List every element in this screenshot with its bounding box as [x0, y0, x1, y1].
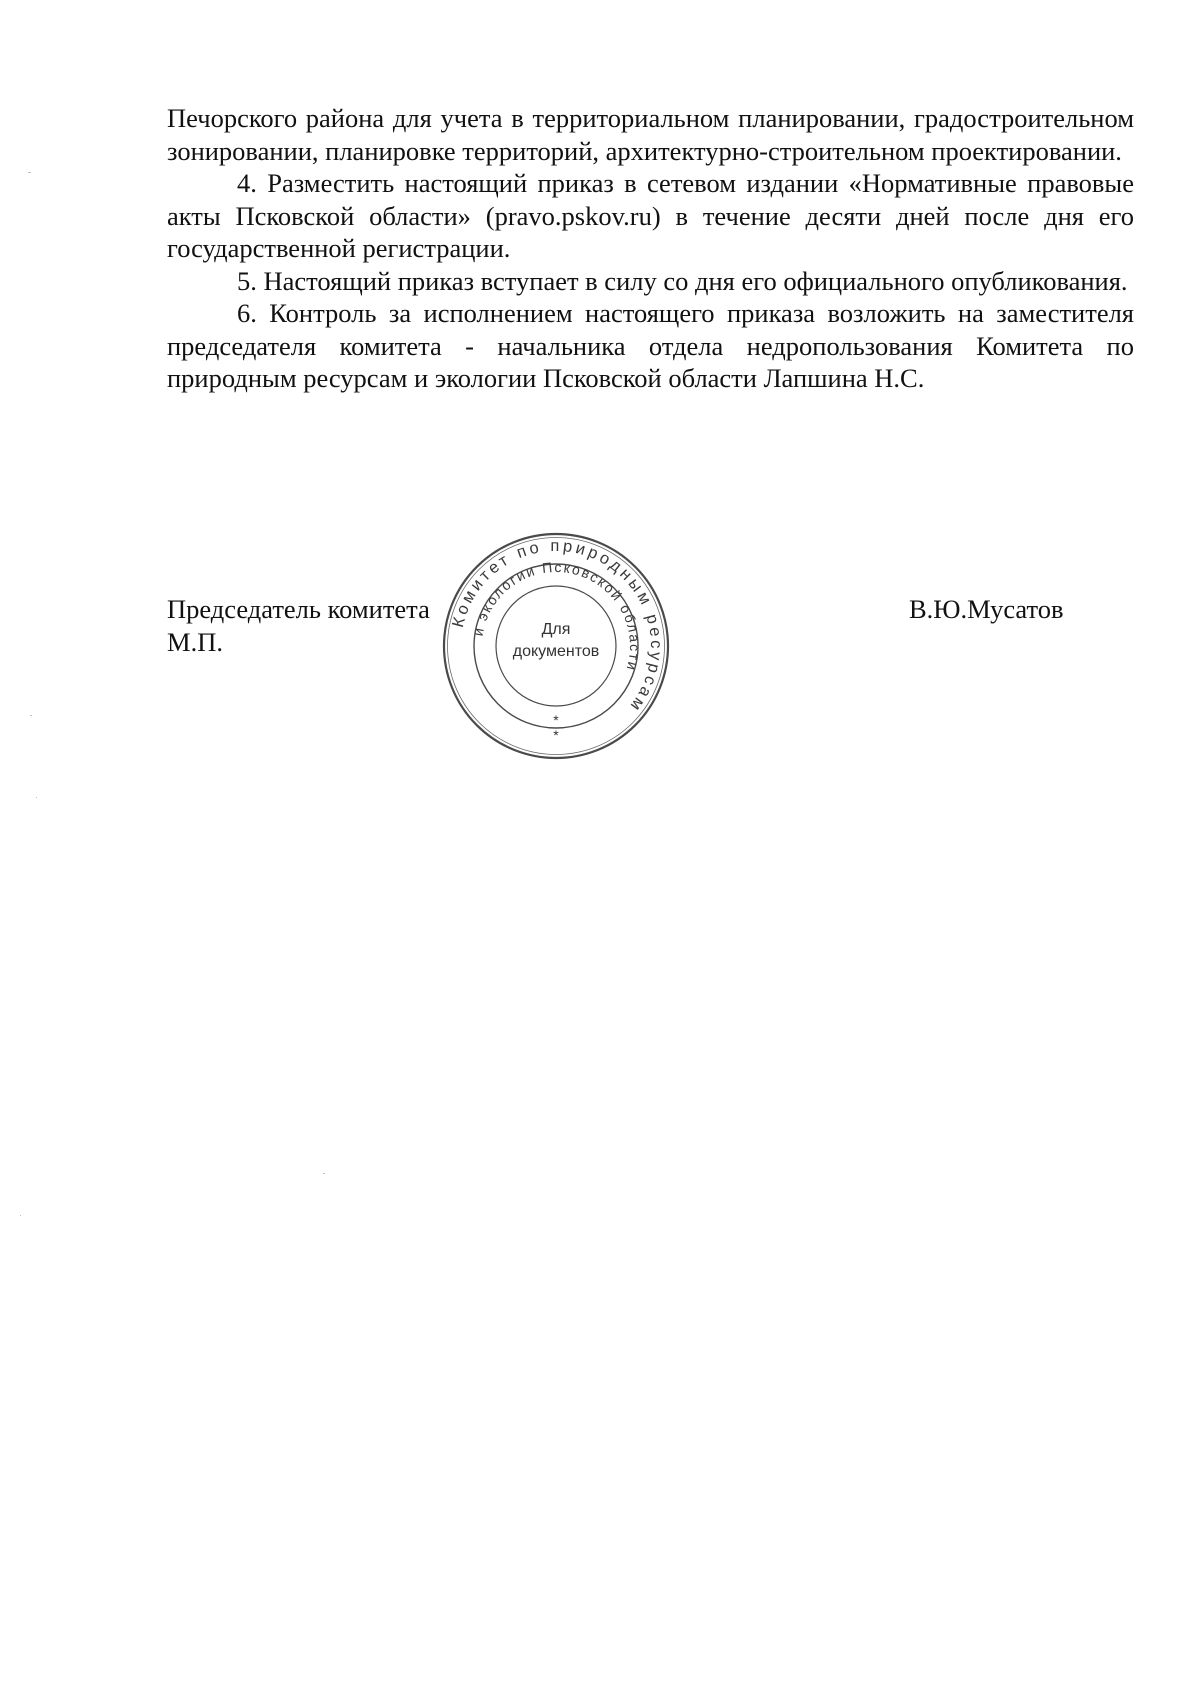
scan-speck-2: [30, 715, 32, 716]
seal-inner-text: и экологии Псковской области: [469, 558, 644, 674]
paragraph-6: 6. Контроль за исполнением настоящего приказа возложить на заместителя председателя комитета - начальника отдела недропользования Комитета по природным ресурсам и экологии Псковской области Лапшина Н.С.: [167, 298, 1134, 393]
signer-name: В.Ю.Мусатов: [909, 594, 1064, 624]
body-text: [167, 102, 1134, 395]
seal-outer-text: Комитет по природным ресурсам: [448, 536, 666, 717]
seal-center-line1: Для: [541, 621, 571, 638]
seal-place-label: М.П.: [167, 627, 223, 657]
scan-speck-5: [20, 1215, 21, 1216]
paragraph-4: 4. Разместить настоящий приказ в сетевом издании «Нормативные правовые акты Псковской области» (pravo.pskov.ru) в течение десяти дней после дня его государственной регистрации.: [167, 168, 1134, 263]
scan-speck-1: [28, 172, 31, 173]
scan-speck-3: [36, 797, 37, 798]
seal-center-line2: документов: [512, 643, 600, 660]
seal-star-2: *: [553, 727, 559, 743]
signer-title: Председатель комитета: [167, 594, 430, 624]
seal-star-1: *: [553, 712, 559, 728]
official-seal: [440, 530, 672, 762]
scan-speck-4: [323, 1173, 325, 1174]
paragraph-5: 5. Настоящий приказ вступает в силу со дня его официального опубликования.: [237, 265, 1128, 296]
paragraph-3-continuation: Печорского района для учета в территориальном планировании, градостроительном зонировании, планировке территорий, архитектурно-строительном проектировании.: [167, 103, 1134, 166]
